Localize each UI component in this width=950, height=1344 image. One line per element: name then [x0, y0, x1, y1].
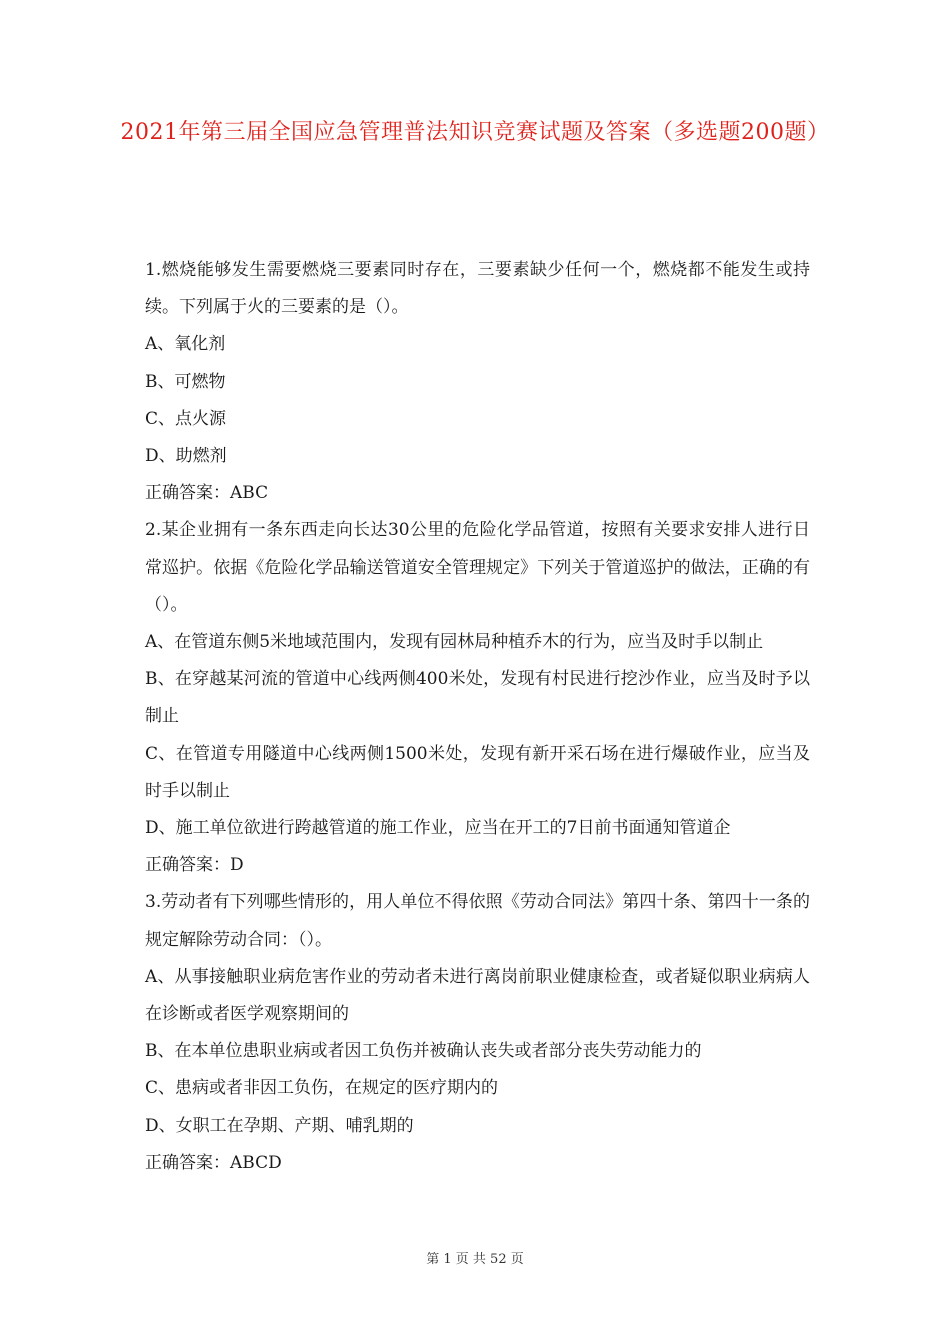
question-3-text: 3.劳动者有下列哪些情形的，用人单位不得依照《劳动合同法》第四十条、第四十一条的规定解除劳动合同：（）。: [145, 892, 810, 950]
question-2-option-b: B、在穿越某河流的管道中心线两侧400米处，发现有村民进行挖沙作业，应当及时予以制止: [145, 669, 810, 727]
question-1-answer: 正确答案：ABC: [145, 483, 269, 504]
question-list: [145, 252, 810, 1182]
question-1-option-a: A、氧化剂: [145, 334, 226, 355]
question-3-option-a: A、从事接触职业病危害作业的劳动者未进行离岗前职业健康检查，或者疑似职业病病人在诊断或者医学观察期间的: [145, 966, 810, 1025]
question-1-text: 1.燃烧能够发生需要燃烧三要素同时存在，三要素缺少任何一个，燃烧都不能发生或持续。下列属于火的三要素的是（）。: [145, 260, 810, 318]
page-footer: 第 1 页 共 52 页: [426, 1252, 524, 1267]
question-3-option-c: C、患病或者非因工负伤，在规定的医疗期内的: [145, 1078, 499, 1099]
document-title: 2021年第三届全国应急管理普法知识竞赛试题及答案（多选题200题）: [120, 120, 830, 145]
question-1-option-c: C、点火源: [145, 408, 227, 429]
question-2-text: 2.某企业拥有一条东西走向长达30公里的危险化学品管道，按照有关要求安排人进行日常巡护。依据《危险化学品输送管道安全管理规定》下列关于管道巡护的做法，正确的有（）。: [145, 520, 810, 615]
question-1-option-b: B、可燃物: [145, 371, 226, 392]
question-3-option-b: B、在本单位患职业病或者因工负伤并被确认丧失或者部分丧失劳动能力的: [145, 1041, 702, 1062]
question-2-answer: 正确答案：D: [145, 855, 244, 876]
question-2-option-c: C、在管道专用隧道中心线两侧1500米处，发现有新开采石场在进行爆破作业，应当及时手以制止: [145, 743, 810, 801]
question-2-option-a: A、在管道东侧5米地域范围内，发现有园林局种植乔木的行为，应当及时手以制止: [145, 632, 764, 653]
question-3-option-d: D、女职工在孕期、产期、哺乳期的: [145, 1115, 414, 1136]
question-2-option-d: D、施工单位欲进行跨越管道的施工作业，应当在开工的7日前书面通知管道企: [145, 818, 731, 839]
question-3-answer: 正确答案：ABCD: [145, 1152, 282, 1173]
question-1-option-d: D、助燃剂: [145, 446, 227, 467]
